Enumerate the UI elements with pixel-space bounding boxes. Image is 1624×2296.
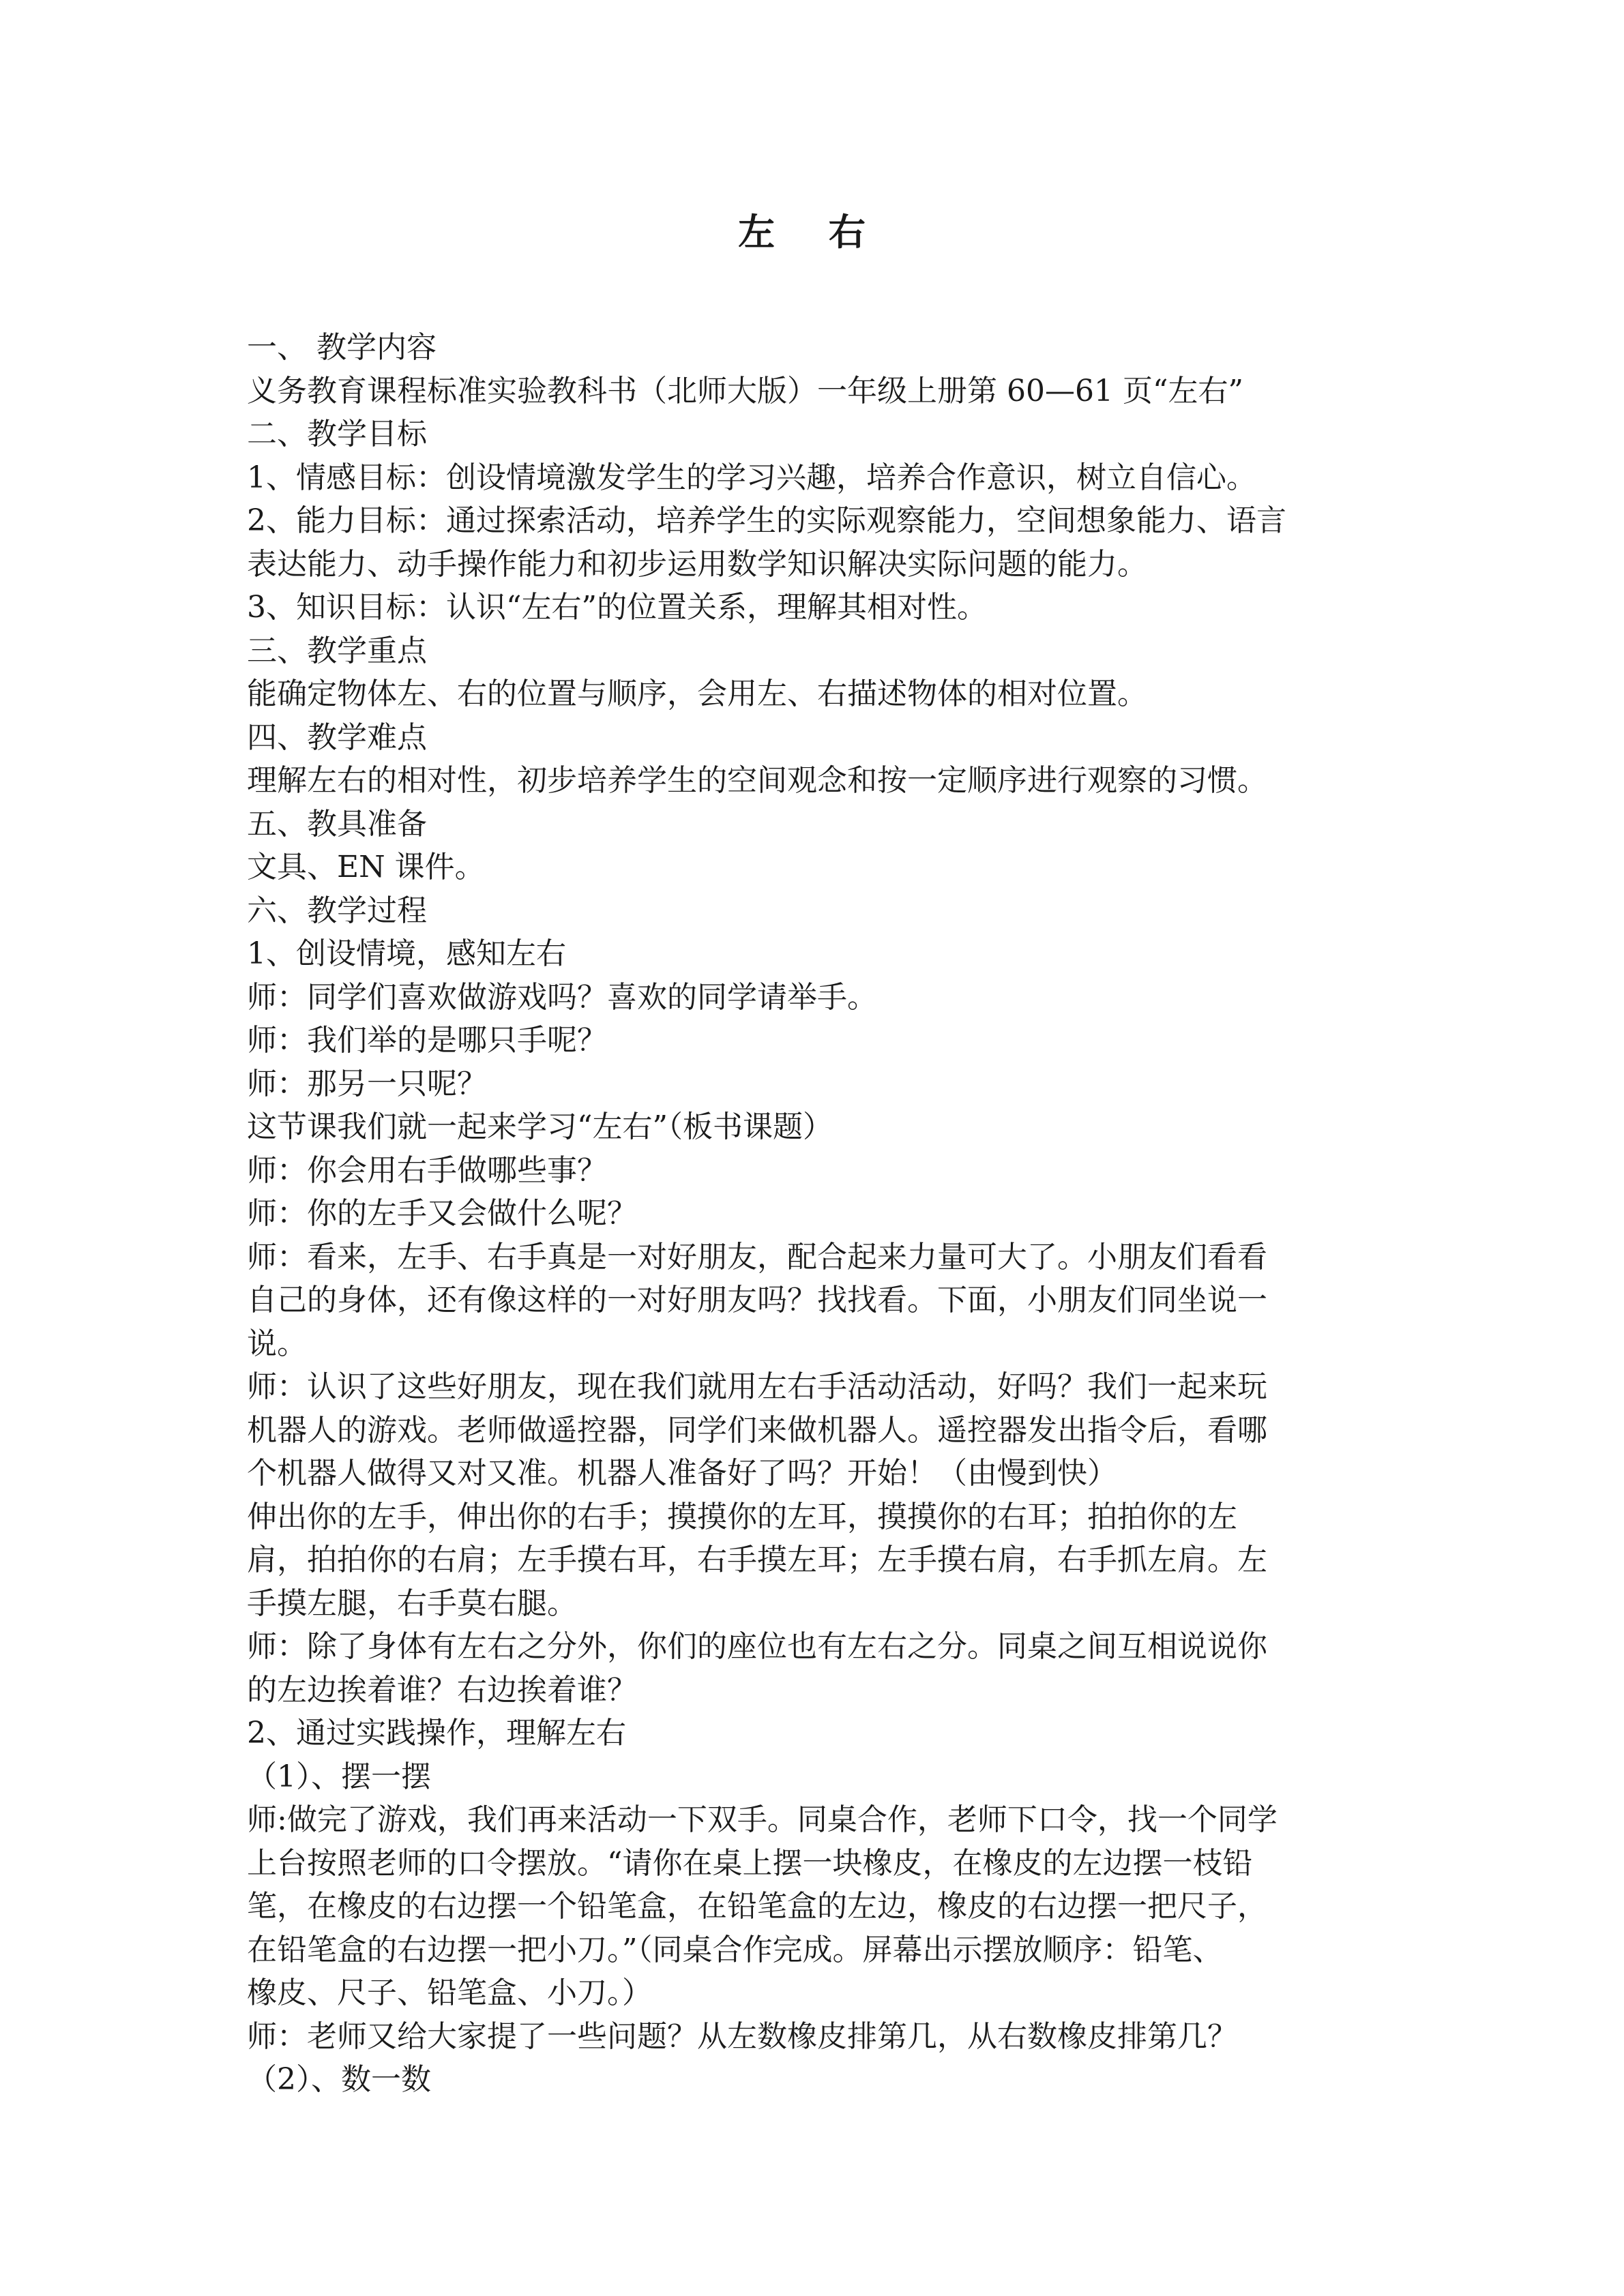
text-line: 个机器人做得又对又准。机器人准备好了吗？开始！（由慢到快） <box>247 1456 1117 1491</box>
text-line: 笔，在橡皮的右边摆一个铅笔盒，在铅笔盒的左边，橡皮的右边摆一把尺子， <box>247 1889 1267 1924</box>
text-line: 3、知识目标：认识“左右”的位置关系，理解其相对性。 <box>247 590 987 625</box>
text-line: 义务教育课程标准实验教科书（北师大版）一年级上册第 60—61 页“左右” <box>247 373 1243 408</box>
text-line: 在铅笔盒的右边摆一把小刀。”（同桌合作完成。屏幕出示摆放顺序：铅笔、 <box>247 1932 1223 1967</box>
text-line: 理解左右的相对性，初步培养学生的空间观念和按一定顺序进行观察的习惯。 <box>247 763 1267 798</box>
document-body <box>247 326 1406 2102</box>
text-line: 三、教学重点 <box>247 633 427 668</box>
text-line: 师：除了身体有左右之分外，你们的座位也有左右之分。同桌之间互相说说你 <box>247 1629 1267 1664</box>
text-line: （1）、摆一摆 <box>247 1759 431 1794</box>
text-line: 肩，拍拍你的右肩；左手摸右耳，右手摸左耳；左手摸右肩，右手抓左肩。左 <box>247 1542 1267 1577</box>
text-line: 自己的身体，还有像这样的一对好朋友吗？找找看。下面，小朋友们同坐说一 <box>247 1283 1267 1317</box>
text-line: 能确定物体左、右的位置与顺序，会用左、右描述物体的相对位置。 <box>247 676 1147 711</box>
text-line: 2、能力目标：通过探索活动，培养学生的实际观察能力，空间想象能力、语言 <box>247 503 1286 538</box>
text-line: （2）、数一数 <box>247 2062 431 2097</box>
text-line: 师:做完了游戏，我们再来活动一下双手。同桌合作，老师下口令，找一个同学 <box>247 1802 1278 1837</box>
text-line: 师：那另一只呢？ <box>247 1066 487 1101</box>
text-line: 橡皮、尺子、铅笔盒、小刀。） <box>247 1976 652 2010</box>
text-line: 师：你的左手又会做什么呢？ <box>247 1196 637 1231</box>
text-line: 1、情感目标：创设情境激发学生的学习兴趣，培养合作意识，树立自信心。 <box>247 460 1256 495</box>
text-line: 文具、EN 课件。 <box>247 850 485 884</box>
text-line: 六、教学过程 <box>247 893 427 928</box>
text-line: 师：同学们喜欢做游戏吗？喜欢的同学请举手。 <box>247 979 877 1015</box>
text-line: 师：认识了这些好朋友，现在我们就用左右手活动活动，好吗？我们一起来玩 <box>247 1369 1267 1404</box>
text-line: 二、教学目标 <box>247 417 427 451</box>
text-line: 说。 <box>247 1326 307 1361</box>
text-line: 师：你会用右手做哪些事？ <box>247 1152 607 1188</box>
text-line: 这节课我们就一起来学习“左右”（板书课题） <box>247 1109 833 1144</box>
text-line: 五、教具准备 <box>247 806 427 841</box>
text-line: 师：老师又给大家提了一些问题？从左数橡皮排第几，从右数橡皮排第几？ <box>247 2018 1237 2054</box>
text-line: 伸出你的左手，伸出你的右手；摸摸你的左耳，摸摸你的右耳；拍拍你的左 <box>247 1499 1237 1534</box>
text-line: 2、通过实践操作，理解左右 <box>247 1716 626 1750</box>
text-line: 上台按照老师的口令摆放。“请你在桌上摆一块橡皮，在橡皮的左边摆一枝铅 <box>247 1845 1253 1881</box>
text-line: 表达能力、动手操作能力和初步运用数学知识解决实际问题的能力。 <box>247 546 1147 582</box>
text-line: 师：看来，左手、右手真是一对好朋友，配合起来力量可大了。小朋友们看看 <box>247 1239 1267 1274</box>
text-line: 四、教学难点 <box>247 719 427 755</box>
text-line: 机器人的游戏。老师做遥控器，同学们来做机器人。遥控器发出指令后，看哪 <box>247 1412 1267 1448</box>
text-line: 一、 教学内容 <box>247 330 437 365</box>
document-title: 左 右 <box>738 210 886 254</box>
text-line: 师：我们举的是哪只手呢？ <box>247 1023 607 1058</box>
text-line: 的左边挨着谁？右边挨着谁？ <box>247 1672 637 1708</box>
text-line: 1、创设情境，感知左右 <box>247 936 566 971</box>
text-line: 手摸左腿，右手莫右腿。 <box>247 1585 577 1621</box>
